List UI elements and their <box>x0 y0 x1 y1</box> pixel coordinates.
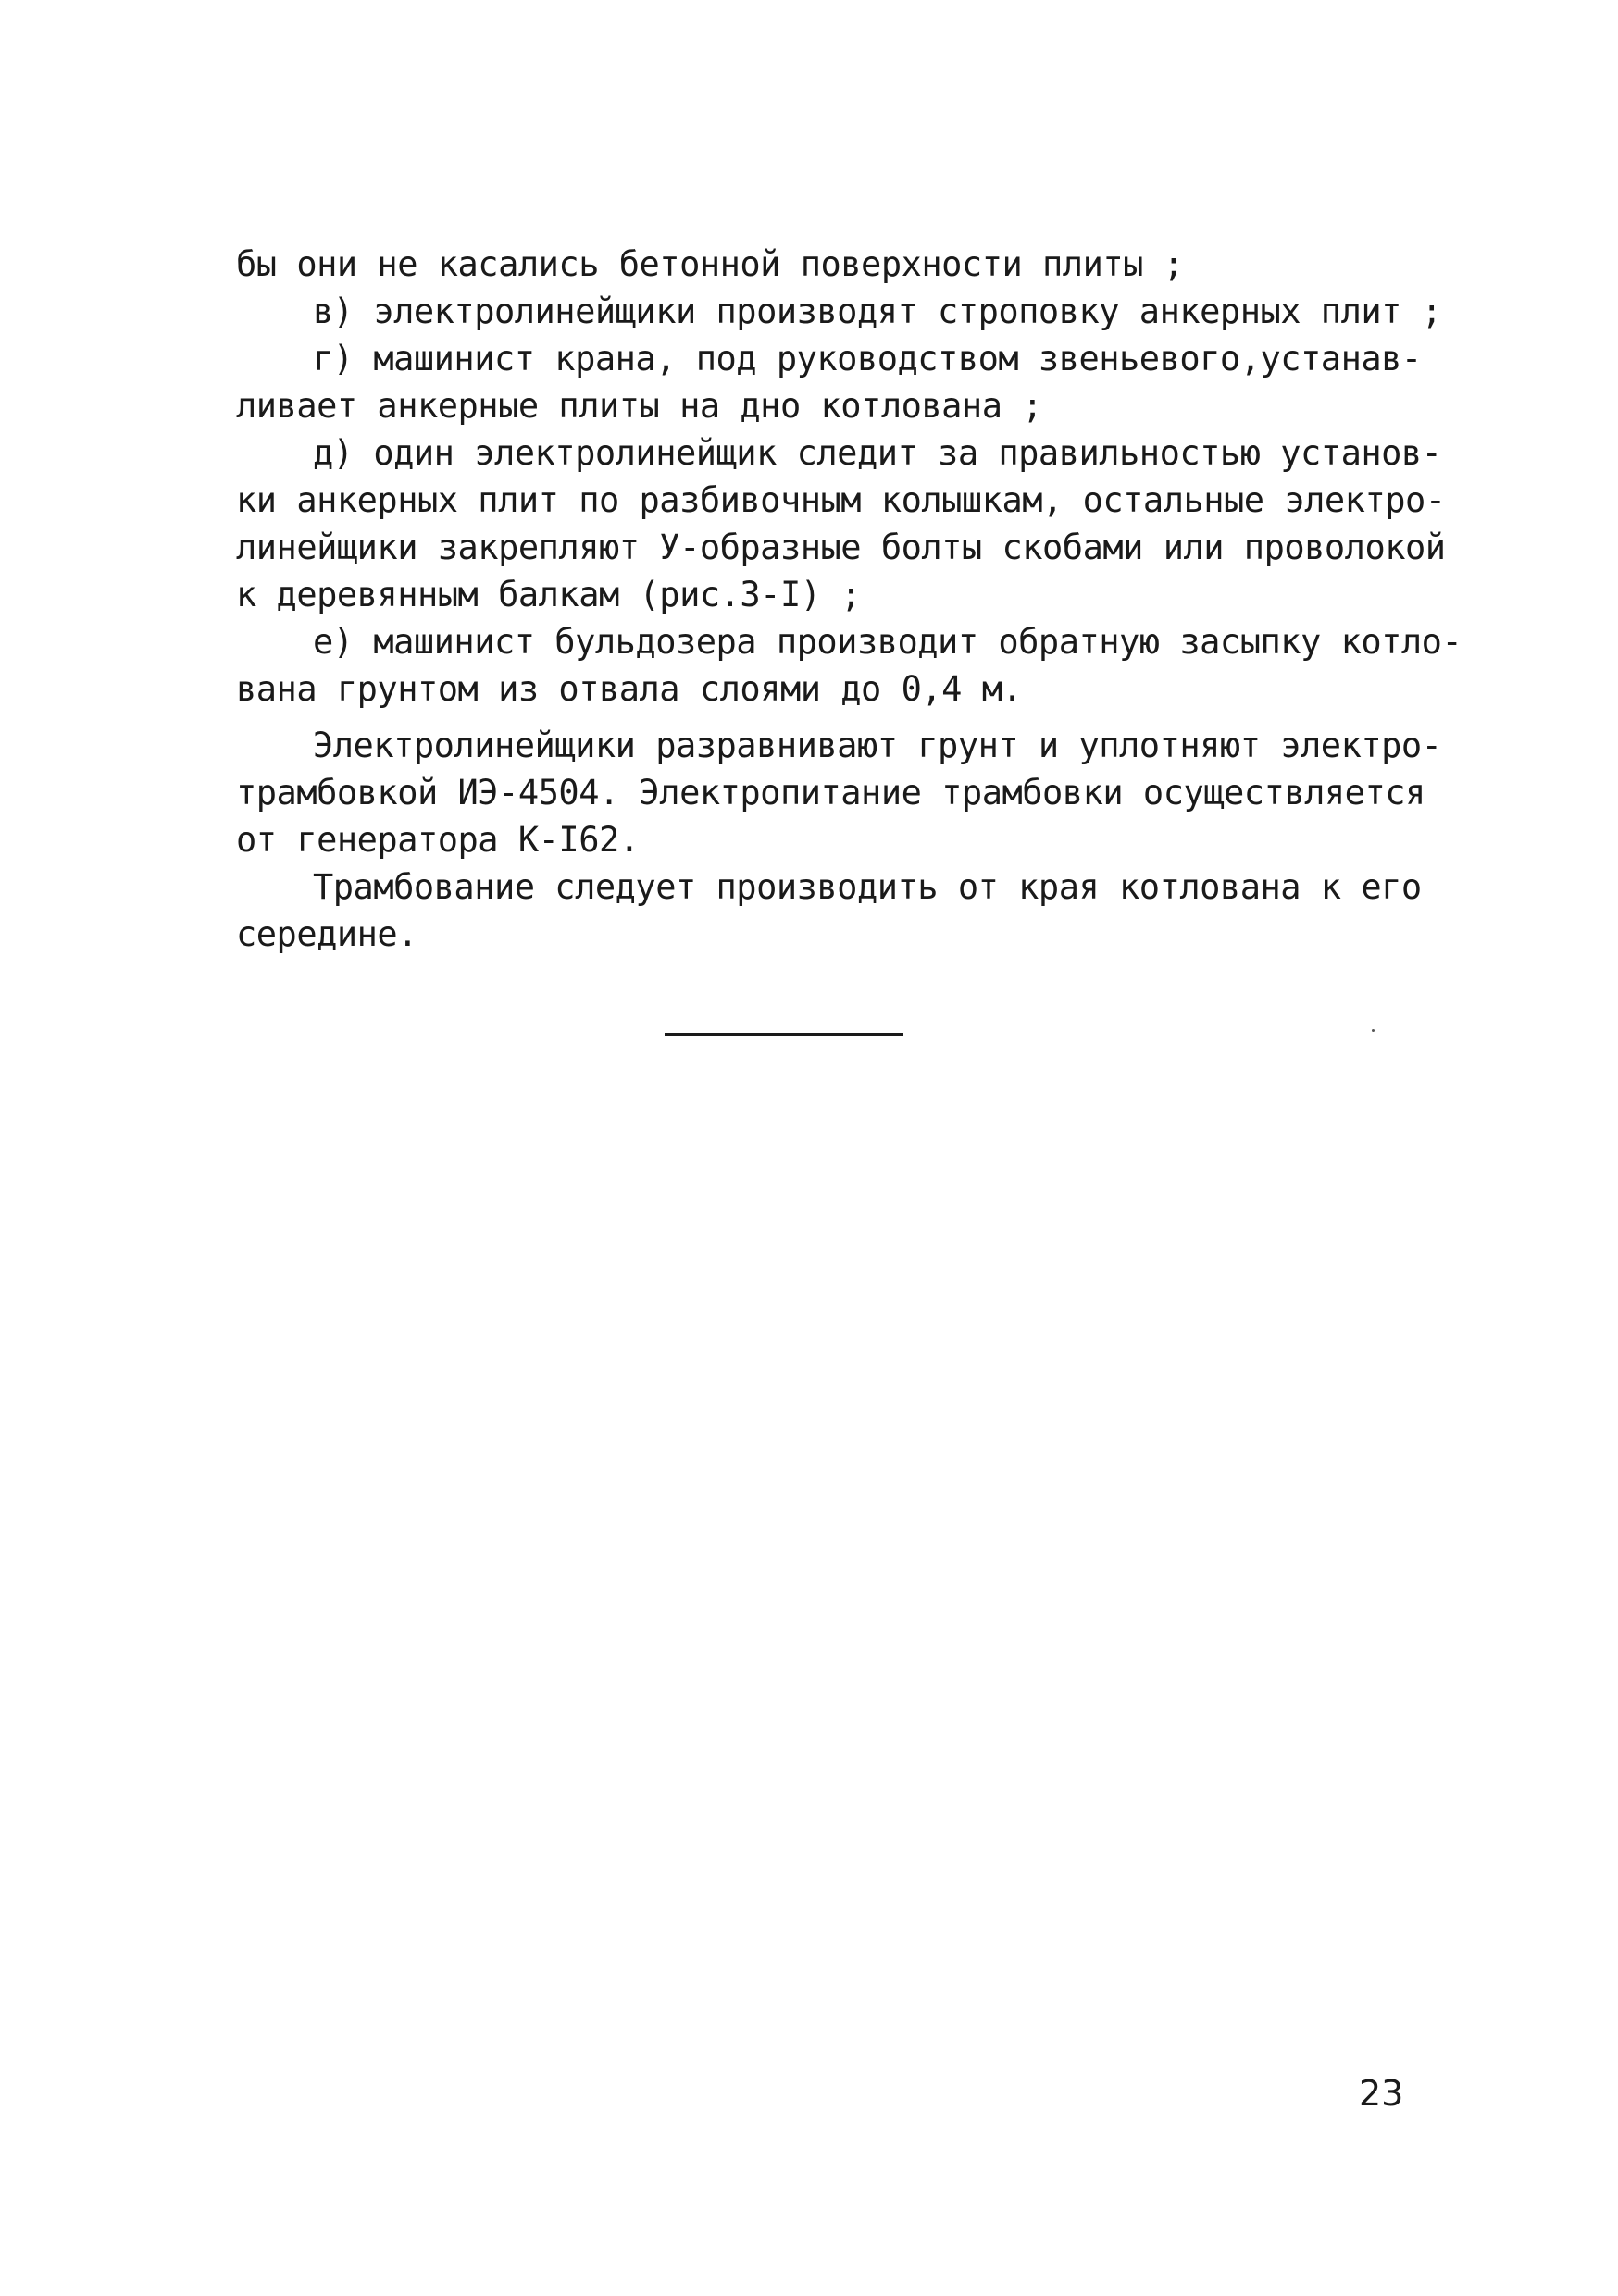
text-line: трамбовкой ИЭ-4504. Электропитание трамбовки осуществляется <box>236 773 1425 813</box>
text-line: ливает анкерные плиты на дно котлована ; <box>236 386 1043 426</box>
paragraph-gap <box>236 713 1402 722</box>
text-line: Трамбование следует производить от края котлована к его <box>313 867 1422 907</box>
text-line: середине. <box>236 914 417 954</box>
text-line: линейщики закрепляют У-образные болты скобами или проволокой <box>236 527 1446 567</box>
text-line: Электролинейщики разравнивают грунт и уплотняют электро- <box>313 726 1442 765</box>
text-line: г) машинист крана, под руководством звеньевого,устанав- <box>313 339 1422 379</box>
text-line: бы они не касались бетонной поверхности плиты ; <box>236 244 1184 284</box>
body-text <box>236 241 1462 958</box>
text-line: вана грунтом из отвала слоями до 0,4 м. <box>236 669 1023 709</box>
text-line: ки анкерных плит по разбивочным колышкам, остальные электро- <box>236 480 1446 520</box>
text-line: е) машинист бульдозера производит обратную засыпку котло- <box>313 622 1462 662</box>
page-number: 23 <box>1359 2073 1404 2114</box>
text-line: д) один электролинейщик следит за правильностью установ- <box>313 433 1442 473</box>
scan-speck <box>1372 1029 1375 1032</box>
text-line: в) электролинейщики производят строповку анкерных плит ; <box>313 292 1442 331</box>
section-divider <box>665 1033 903 1036</box>
text-line: к деревянным балкам (рис.3-I) ; <box>236 575 862 614</box>
text-line: от генератора К-I62. <box>236 820 640 860</box>
